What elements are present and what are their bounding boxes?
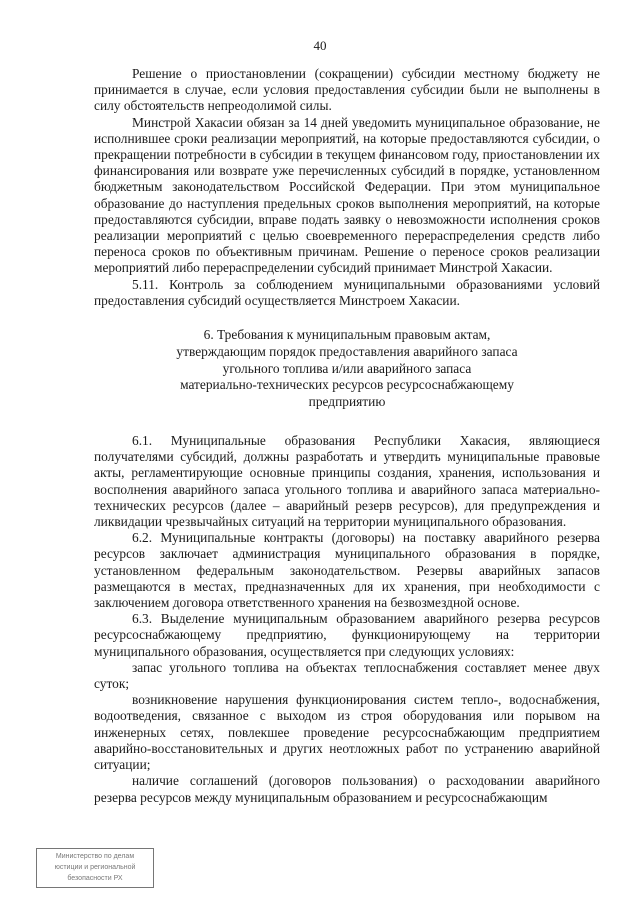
paragraph-minstroy-notice: Минстрой Хакасии обязан за 14 дней уведомить муниципальное образование, не исполнившее сроки реализации мероприятий, на которые предоставляются субсидии, о прекращении потребности в субсидии в текущем финансовом году, приостановлении их финансирования или возврате уже перечисленных субсидий в порядке, установленном бюджетным законодательством Российской Федерации. При этом муниципальное образование до наступления предельных сроков выполнения мероприятий, на которые предоставляются субсидии, вправе подать заявку о невозможности исполнения сроков реализации мероприятий с целью своевременного перераспределения средств либо переноса сроков по объективным причинам. Решение о переносе сроков реализации мероприятий либо перераспределении субсидий принимает Минстрой Хакасии. <box>94 114 600 276</box>
page-number: 40 <box>313 38 327 53</box>
heading-line: угольного топлива и/или аварийного запаса <box>222 360 472 376</box>
paragraph-6-1: 6.1. Муниципальные образования Республики Хакасия, являющиеся получателями субсидий, должны разработать и утвердить муниципальные правовые акты, регламентирующие основные принципы создания, хранения, использования и восполнения аварийного запаса угольного топлива и аварийного запаса материально-технических ресурсов (далее – аварийный резерв ресурсов), для предупреждения и ликвидации чрезвычайных ситуаций на территории муниципального образования. <box>94 433 600 530</box>
heading-line: предприятию <box>308 394 386 410</box>
paragraph-suspension-decision: Решение о приостановлении (сокращении) субсидии местному бюджету не принимается в случае, если условия предоставления субсидии были не выполнены в силу обстоятельств непреодолимой силы. <box>94 66 600 114</box>
stamp-line: юстиции и региональной <box>54 864 136 871</box>
paragraph-6-2: 6.2. Муниципальные контракты (договоры) на поставку аварийного резерва ресурсов заключает администрация муниципального образования в порядке, установленном федеральным законодательством. Резервы аварийных запасов размещаются в местах, предназначенных для их хранения, при необходимости с заключением договора ответственного хранения на безвозмездной основе. <box>94 530 600 611</box>
registration-stamp <box>36 848 154 888</box>
paragraph-5-11: 5.11. Контроль за соблюдением муниципальными образованиями условий предоставления субсидий осуществляется Минстроем Хакасии. <box>94 276 600 308</box>
section-6-heading <box>94 327 600 411</box>
paragraph-condition-failure: возникновение нарушения функционирования систем тепло-, водоснабжения, водоотведения, связанное с выходом из строя оборудования или порывом на инженерных сетях, повлекшее проведение ресурсоснабжающим предприятием аварийно-восстановительных и других неотложных работ по устранению аварийной ситуации; <box>94 692 600 773</box>
stamp-line: Министерство по делам <box>55 853 135 860</box>
heading-line: утверждающим порядок предоставления аварийного запаса <box>176 343 518 359</box>
paragraph-condition-agreement: наличие соглашений (договоров пользования) о расходовании аварийного резерва ресурсов между муниципальным образованием и ресурсоснабжающим <box>94 773 600 805</box>
document-body <box>94 66 600 806</box>
paragraph-condition-fuel: запас угольного топлива на объектах теплоснабжения составляет менее двух суток; <box>94 659 600 692</box>
paragraph-6-3: 6.3. Выделение муниципальным образованием аварийного резерва ресурсов ресурсоснабжающему предприятию, функционирующему на территории муниципального образования, осуществляется при следующих условиях: <box>94 611 600 659</box>
stamp-line: безопасности РХ <box>67 875 123 882</box>
heading-line: материально-технических ресурсов ресурсоснабжающему <box>180 377 514 393</box>
heading-line: 6. Требования к муниципальным правовым актам, <box>203 327 491 343</box>
